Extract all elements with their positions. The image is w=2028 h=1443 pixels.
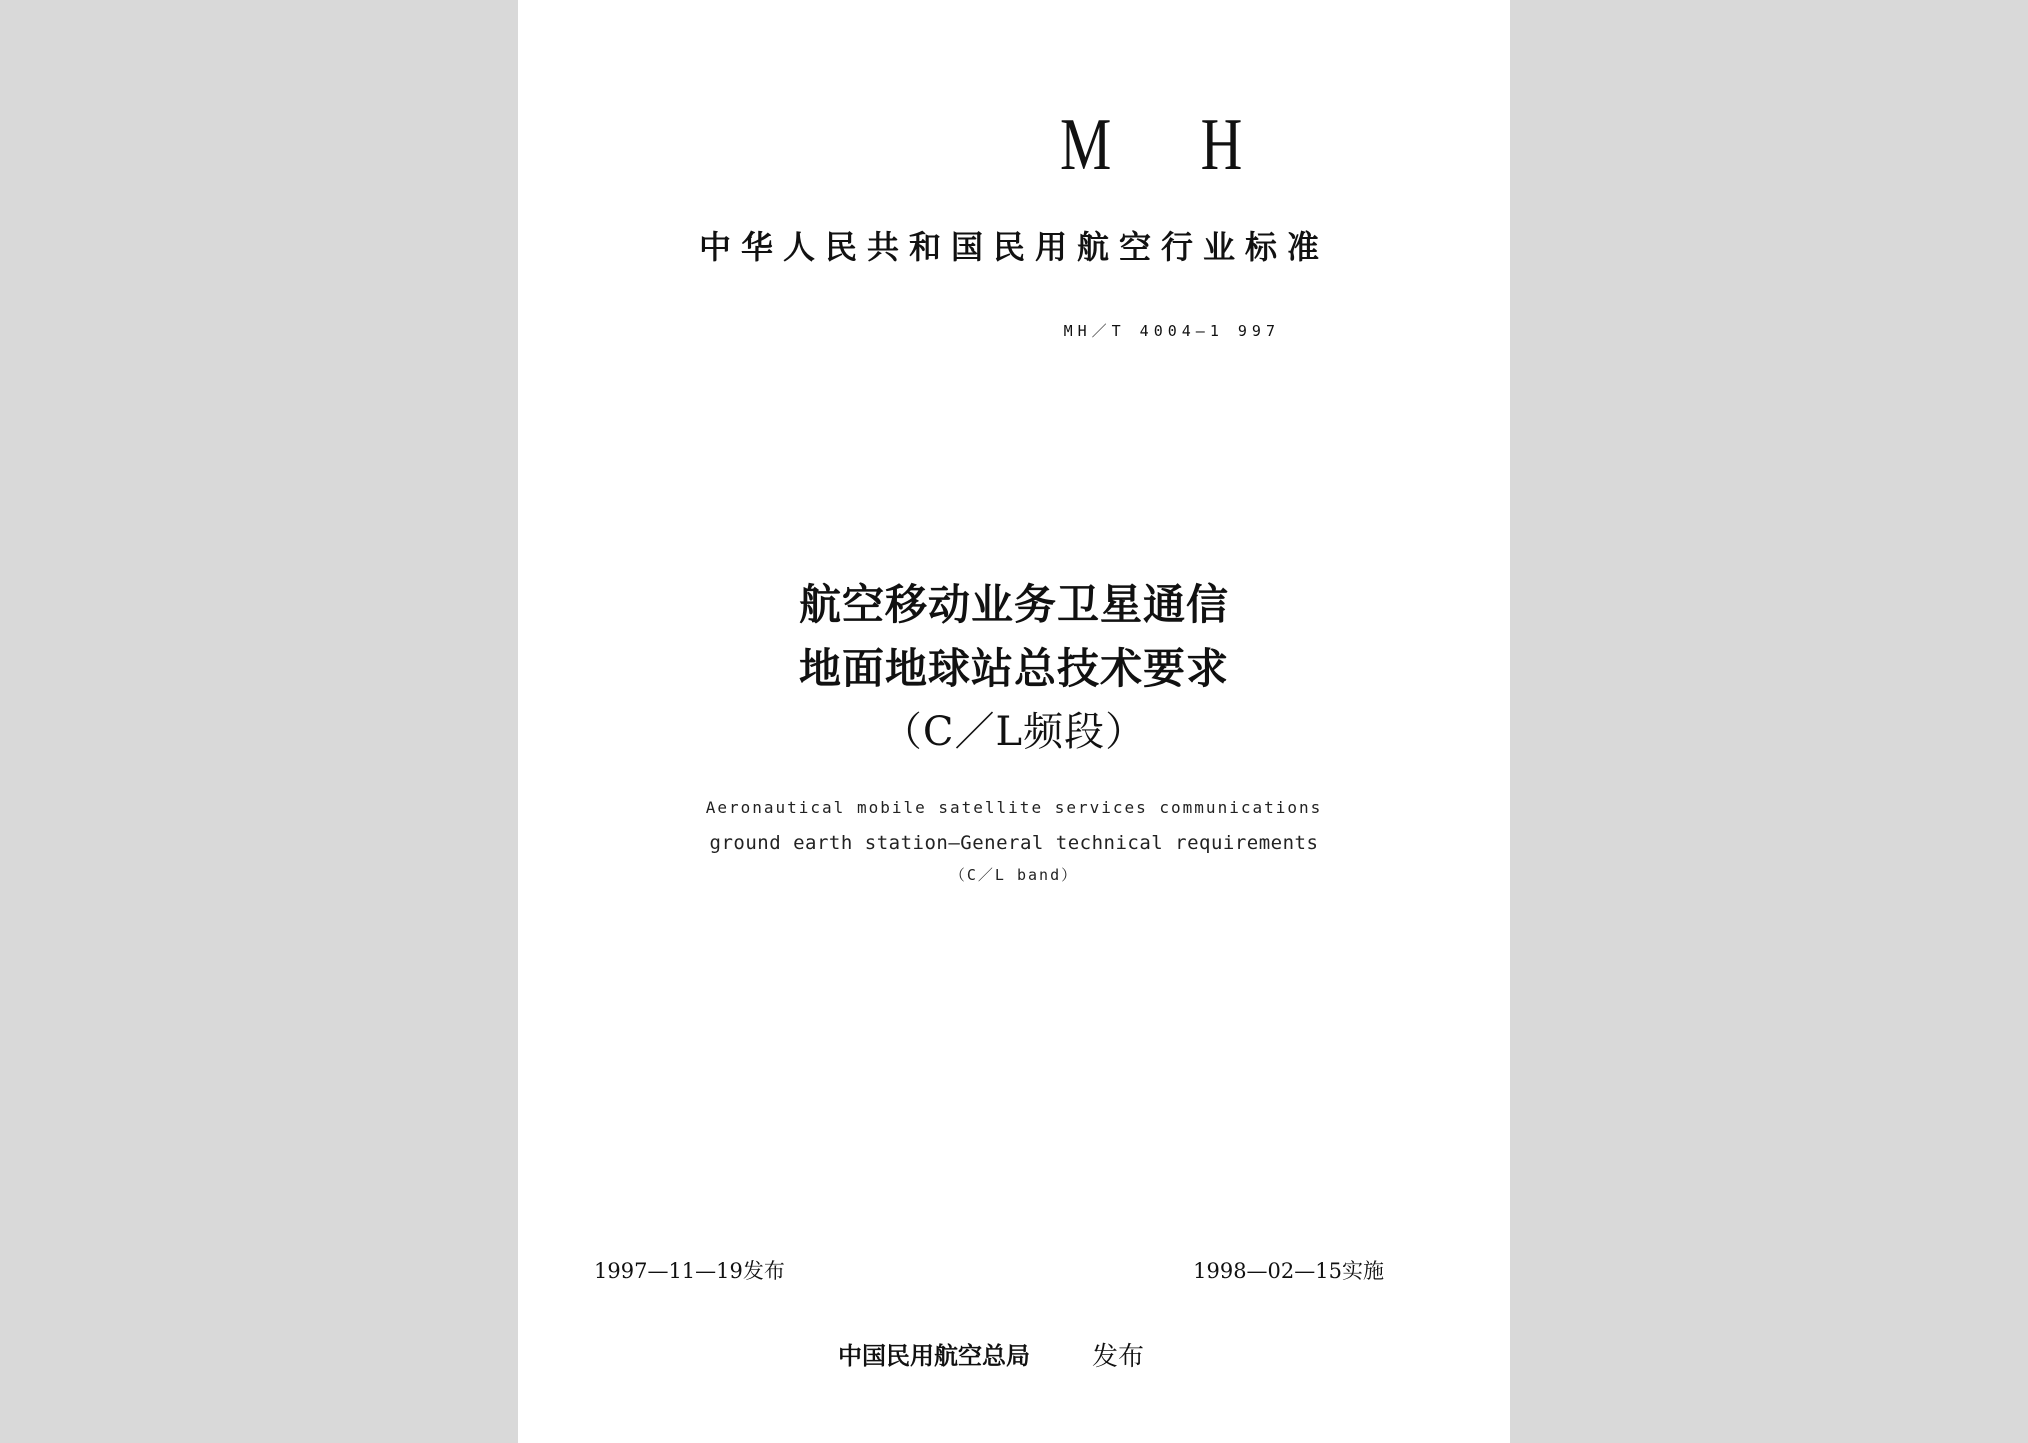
title-cn-line1: 航空移动业务卫星通信 — [798, 580, 1229, 629]
industry-standard-heading: 中华人民共和国民用航空行业标准 — [698, 228, 1329, 266]
title-en-line3: （C／L band） — [949, 866, 1079, 884]
title-en-line1: Aeronautical mobile satellite services communications — [705, 798, 1323, 817]
title-cn-line2: 地面地球站总技术要求 — [798, 644, 1229, 693]
document-page — [518, 0, 1510, 1443]
standard-number: MH／T 4004—1 997 — [1063, 322, 1280, 340]
standard-logo: M H — [1060, 104, 1280, 186]
issue-date: 1997—11—19发布 — [594, 1259, 785, 1283]
publisher-name: 中国民用航空总局 — [838, 1342, 1030, 1370]
implementation-date: 1998—02—15实施 — [1193, 1259, 1384, 1283]
title-cn-line3: （C／L频段） — [881, 709, 1147, 755]
title-en-line2: ground earth station—General technical requirements — [709, 832, 1319, 854]
publish-label: 发布 — [1092, 1342, 1145, 1372]
